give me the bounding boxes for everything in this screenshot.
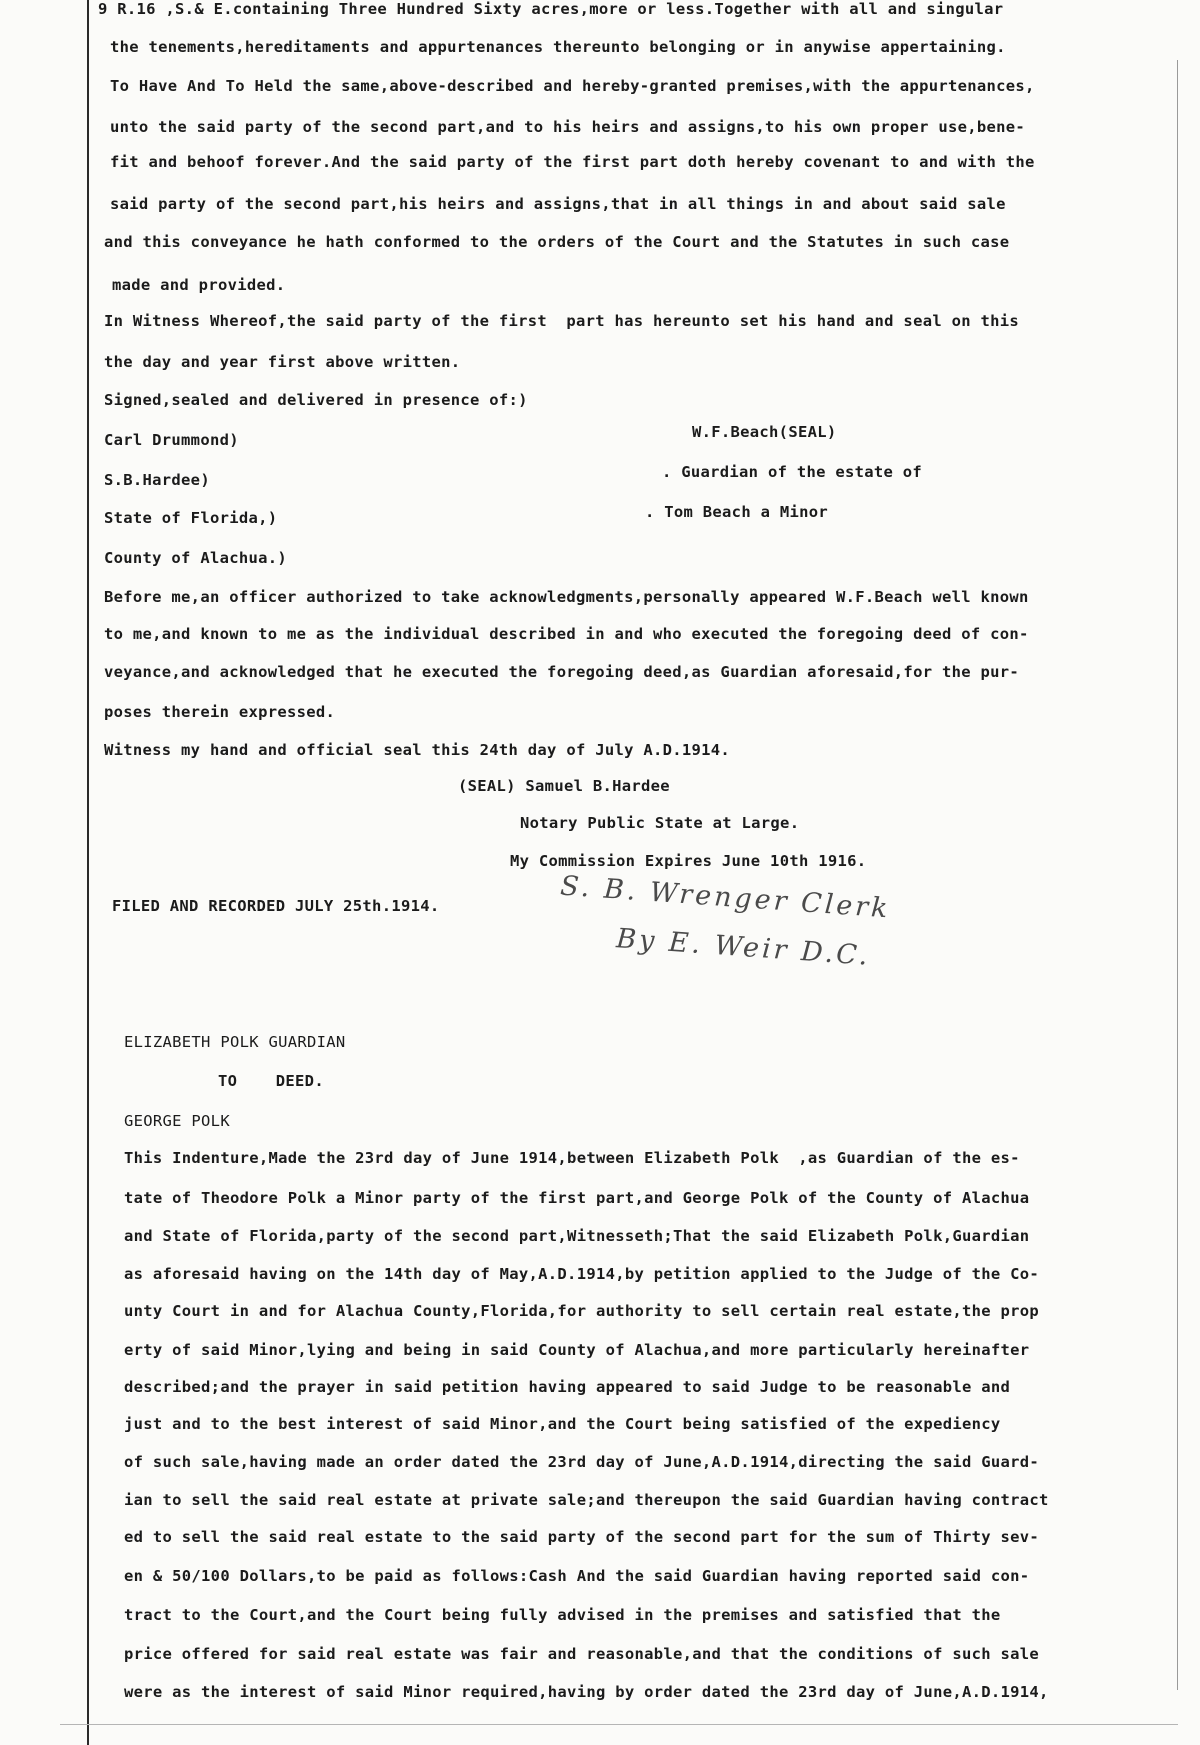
deed1-line-5: fit and behoof forever.And the said party of the first part doth hereby covenant to and with the	[110, 153, 1035, 171]
filed-recorded: FILED AND RECORDED JULY 25th.1914.	[112, 897, 440, 915]
deputy-signature: By E. Weir D.C.	[615, 923, 872, 972]
ack-line-5: Witness my hand and official seal this 24th day of July A.D.1914.	[104, 741, 731, 759]
page-edge-bottom	[60, 1724, 1178, 1725]
deed1-line-7: and this conveyance he hath conformed to the orders of the Court and the Statutes in such case	[104, 233, 1010, 251]
deed2-line-3: and State of Florida,party of the second part,Witnesseth;That the said Elizabeth Polk,Guardian	[124, 1227, 1030, 1245]
deed1-line-2: the tenements,hereditaments and appurtenances thereunto belonging or in anywise appertaining.	[110, 38, 1006, 56]
deed1-line-8: made and provided.	[112, 276, 286, 294]
signer-title-1: . Guardian of the estate of	[662, 463, 923, 481]
deed2-line-2: tate of Theodore Polk a Minor party of the first part,and George Polk of the County of Alachua	[124, 1189, 1030, 1207]
state-line: State of Florida,)	[104, 509, 278, 527]
deed2-line-12: en & 50/100 Dollars,to be paid as follows:Cash And the said Guardian having reported said con-	[124, 1567, 1030, 1585]
deed1-line-1: 9 R.16 ,S.& E.containing Three Hundred Sixty acres,more or less.Together with all and singular	[98, 0, 1004, 18]
ack-line-4: poses therein expressed.	[104, 703, 336, 721]
deed2-to-deed: TO DEED.	[218, 1072, 324, 1090]
notary-commission: My Commission Expires June 10th 1916.	[510, 852, 867, 870]
page-edge-right	[1177, 60, 1178, 1690]
deed2-line-9: of such sale,having made an order dated the 23rd day of June,A.D.1914,directing the said Guard-	[124, 1453, 1040, 1471]
deed2-line-13: tract to the Court,and the Court being fully advised in the premises and satisfied that the	[124, 1606, 1001, 1624]
witness-1: Carl Drummond)	[104, 431, 239, 449]
ack-line-2: to me,and known to me as the individual described in and who executed the foregoing deed of con-	[104, 625, 1029, 643]
deed2-line-14: price offered for said real estate was fair and reasonable,and that the conditions of such sale	[124, 1645, 1040, 1663]
county-line: County of Alachua.)	[104, 549, 288, 567]
deed2-line-6: erty of said Minor,lying and being in said County of Alachua,and more particularly hereinafter	[124, 1341, 1030, 1359]
deed2-line-8: just and to the best interest of said Minor,and the Court being satisfied of the expediency	[124, 1415, 1001, 1433]
deed1-line-9: In Witness Whereof,the said party of the first part has hereunto set his hand and seal on this	[104, 312, 1020, 330]
witness-2: S.B.Hardee)	[104, 471, 210, 489]
deed1-line-6: said party of the second part,his heirs and assigns,that in all things in and about said sale	[110, 195, 1006, 213]
deed1-line-11: Signed,sealed and delivered in presence of:)	[104, 391, 528, 409]
deed2-line-10: ian to sell the said real estate at private sale;and thereupon the said Guardian having contract	[124, 1491, 1049, 1509]
deed2-line-4: as aforesaid having on the 14th day of May,A.D.1914,by petition applied to the Judge of the Co-	[124, 1265, 1040, 1283]
deed2-line-15: were as the interest of said Minor required,having by order dated the 23rd day of June,A.D.1914,	[124, 1683, 1049, 1701]
margin-rule	[87, 0, 89, 1745]
signer-title-2: . Tom Beach a Minor	[645, 503, 829, 521]
notary-title: Notary Public State at Large.	[520, 814, 800, 832]
ack-line-3: veyance,and acknowledged that he executed the foregoing deed,as Guardian aforesaid,for the pur-	[104, 663, 1020, 681]
deed2-grantor: ELIZABETH POLK GUARDIAN	[124, 1033, 346, 1051]
signer-name: W.F.Beach(SEAL)	[692, 423, 837, 441]
deed1-line-4: unto the said party of the second part,and to his heirs and assigns,to his own proper use,bene-	[110, 118, 1026, 136]
deed2-grantee: GEORGE POLK	[124, 1112, 230, 1130]
notary-name: (SEAL) Samuel B.Hardee	[458, 777, 670, 795]
deed2-line-7: described;and the prayer in said petition having appeared to said Judge to be reasonable and	[124, 1378, 1011, 1396]
deed1-line-10: the day and year first above written.	[104, 353, 461, 371]
ack-line-1: Before me,an officer authorized to take acknowledgments,personally appeared W.F.Beach well known	[104, 588, 1029, 606]
deed2-line-1: This Indenture,Made the 23rd day of June 1914,between Elizabeth Polk ,as Guardian of the es-	[124, 1149, 1020, 1167]
deed1-line-3: To Have And To Held the same,above-described and hereby-granted premises,with the appurtenances,	[110, 77, 1035, 95]
deed2-line-11: ed to sell the said real estate to the said party of the second part for the sum of Thirty sev-	[124, 1528, 1040, 1546]
clerk-signature: S. B. Wrenger Clerk	[559, 870, 892, 925]
deed2-line-5: unty Court in and for Alachua County,Florida,for authority to sell certain real estate,the prop	[124, 1302, 1040, 1320]
